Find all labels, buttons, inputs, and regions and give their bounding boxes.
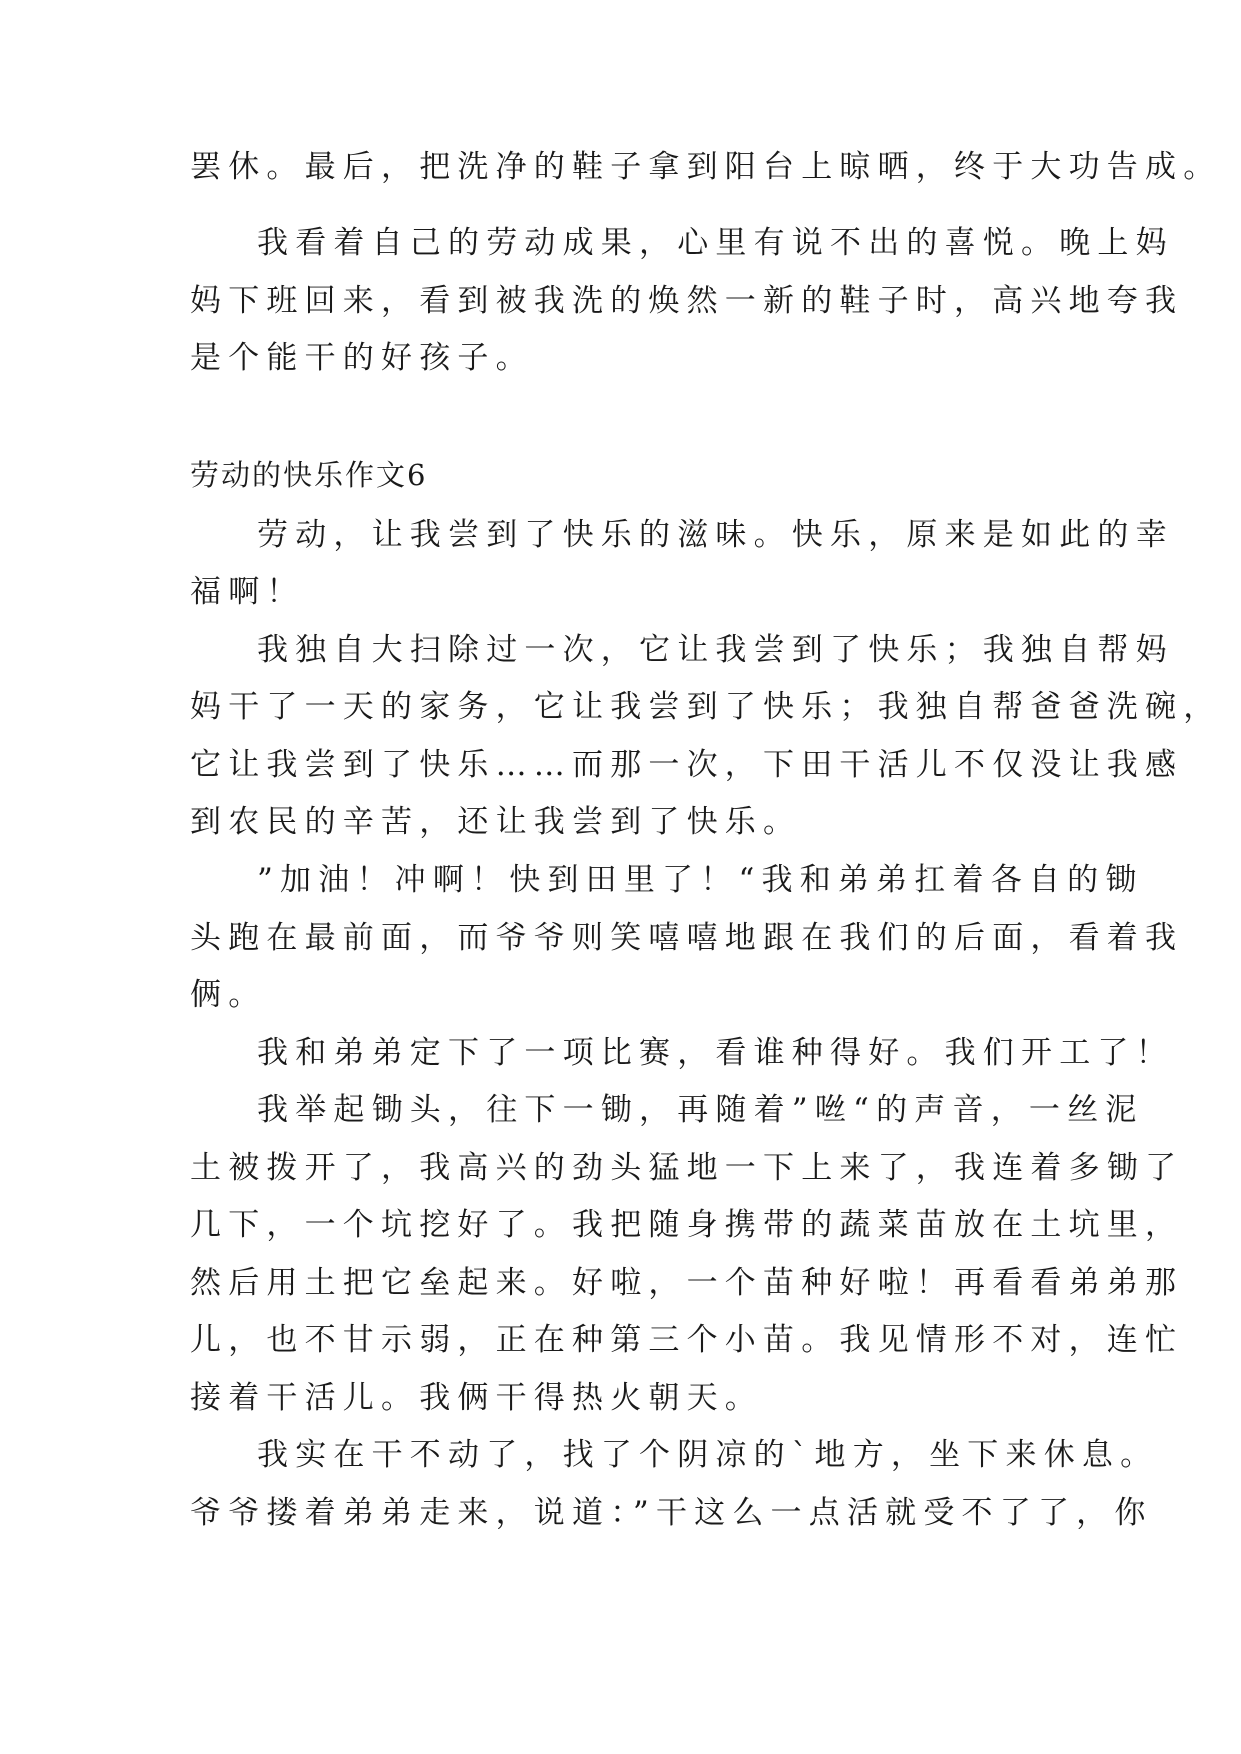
paragraph-first-line: 劳动，让我尝到了快乐的滋味。快乐，原来是如此的幸 — [257, 517, 1174, 553]
text-line: 几下，一个坑挖好了。我把随身携带的蔬菜苗放在土坑里， — [190, 1207, 1184, 1243]
paragraph-first-line: 我和弟弟定下了一项比赛，看谁种得好。我们开工了！ — [257, 1035, 1174, 1071]
section-title: 劳动的快乐作文6 — [190, 458, 428, 492]
text-line: 到农民的辛苦，还让我尝到了快乐。 — [190, 804, 802, 840]
text-line: 妈下班回来，看到被我洗的焕然一新的鞋子时，高兴地夸我 — [190, 283, 1184, 319]
text-line: 罢休。最后，把洗净的鞋子拿到阳台上晾晒，终于大功告成。 — [190, 149, 1222, 185]
text-line: 俩。 — [190, 977, 267, 1013]
text-line: 接着干活儿。我俩干得热火朝天。 — [190, 1380, 763, 1416]
text-line: 土被拨开了，我高兴的劲头猛地一下上来了，我连着多锄了 — [190, 1150, 1184, 1186]
text-line: 儿，也不甘示弱，正在种第三个小苗。我见情形不对，连忙 — [190, 1322, 1184, 1358]
paragraph-first-line: 我独自大扫除过一次，它让我尝到了快乐；我独自帮妈 — [257, 632, 1174, 668]
text-line: 妈干了一天的家务，它让我尝到了快乐；我独自帮爸爸洗碗， — [190, 689, 1222, 725]
paragraph-first-line: 我实在干不动了，找了个阴凉的`地方，坐下来休息。 — [257, 1437, 1159, 1473]
text-line: 头跑在最前面，而爷爷则笑嘻嘻地跟在我们的后面，看着我 — [190, 920, 1184, 956]
paragraph-first-line: ”加油！冲啊！快到田里了！“我和弟弟扛着各自的锄 — [257, 862, 1144, 898]
text-line: 是个能干的好孩子。 — [190, 340, 534, 376]
text-line: 爷爷搂着弟弟走来，说道：”干这么一点活就受不了了，你 — [190, 1495, 1153, 1531]
paragraph-first-line: 我举起锄头，往下一锄，再随着”咝“的声音，一丝泥 — [257, 1092, 1144, 1128]
text-line: 它让我尝到了快乐……而那一次，下田干活儿不仅没让我感 — [190, 747, 1184, 783]
text-line: 福啊！ — [190, 574, 305, 610]
paragraph-first-line: 我看着自己的劳动成果，心里有说不出的喜悦。晚上妈 — [257, 225, 1174, 261]
text-line: 然后用土把它垒起来。好啦，一个苗种好啦！再看看弟弟那 — [190, 1265, 1184, 1301]
